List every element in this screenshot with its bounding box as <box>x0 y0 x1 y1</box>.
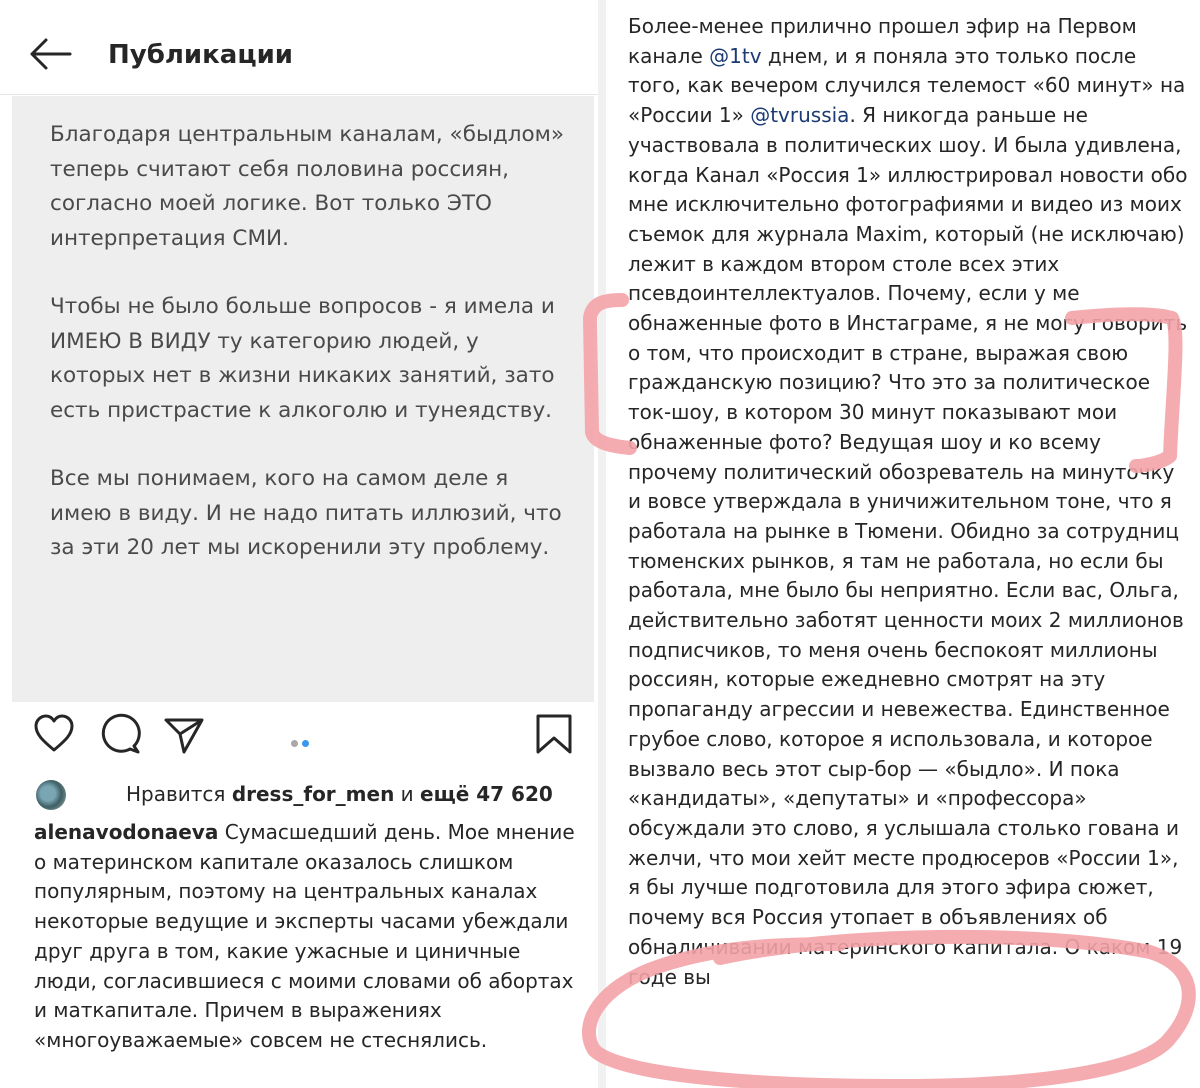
mention-link[interactable]: @1tv <box>709 43 762 68</box>
bookmark-icon <box>532 712 576 756</box>
arrow-left-icon <box>26 34 74 74</box>
caption-segment: днем, и я поняла это только после того, как вечером случился телемост «60 минут» на «России 1» <box>628 43 1186 128</box>
comment-icon <box>98 712 142 756</box>
post-image-paragraph: Чтобы не было больше вопросов - я имела и ИМЕЮ В ВИДУ ту категорию людей, у которых нет в жизни никаких занятий, зато есть пристрастие к алкоголю и тунеядству. <box>50 294 555 423</box>
post-actions <box>0 712 598 768</box>
comment-button[interactable] <box>98 712 142 756</box>
likes-prefix: Нравится <box>126 782 226 806</box>
liker-username[interactable]: dress_for_men <box>231 782 395 806</box>
carousel-dot-active <box>302 740 309 747</box>
caption-text: Сумасшедший день. Мое мнение о материнском капитале оказалось слишком популярным, поэтому на центральных каналах некоторые ведущие и эксперты часами убеждали друг друга в том, какие ужасные и циничные люди, согласившиеся с моими словами об абортах и маткапитале. Причем в выражениях «многоуважаемые» совсем не стеснялись. <box>34 820 575 1052</box>
back-button[interactable] <box>26 34 74 74</box>
caption-segment: Более-менее прилично прошел эфир на Первом канале <box>628 14 1137 68</box>
post-image-paragraph: Благодаря центральным каналам, «быдлом» теперь считают себя половина россиян, согласно моей логике. Вот только ЭТО интерпретация СМИ. <box>50 122 565 251</box>
panel-divider <box>598 0 606 1088</box>
share-icon <box>162 712 206 756</box>
avatar[interactable] <box>36 780 66 810</box>
share-button[interactable] <box>162 712 206 756</box>
like-button[interactable] <box>32 712 76 756</box>
post-caption <box>34 818 579 1056</box>
mention-link[interactable]: @tvrussia <box>750 103 850 128</box>
caption-segment: . Я никогда раньше не участвовала в политических шоу. И была удивлена, когда Канал «Россия 1» иллюстрировал новости обо мне исключительно фотографиями и видео из моих съемок для журнала Maxim, который (не исключаю) лежит в каждом втором столе всех этих псевдоинтеллектуалов. Почему, если у ме обнаженные фото в Инстаграме, я не могу говорить о том, что происходит в стране, выражая свою гражданскую позицию? Что это за политическое ток-шоу, в котором 30 минут показывают мои обнаженные фото? Ведущая шоу и ко всему прочему политический обозреватель на минуточку и вовсе утверждала в уничижительном тоне, что я работала на рынке в Тюмени. Обидно за сотрудниц тюменских рынков, я там не работала, но если бы работала, мне было бы неприятно. Если вас, Ольга, действительно заботят ценности моих 2 миллионов подписчиков, то меня очень беспокоят миллионы россиян, которые ежедневно смотрят на эту пропаганду агрессии и невежества. Единственное грубое слово, которое я использовала, и которое вызвало весь этот сыр-бор — «быдло». И пока «кандидаты», «депутаты» и «профессора» обсуждали это слово, я услышала столько гована и желчи, что мои хейт <box>628 103 1188 870</box>
likes-count[interactable]: ещё 47 620 <box>420 782 553 806</box>
caption-segment: месте продюсеров «России 1», я бы лучше подготовила для этого эфира сюжет, почему вся Россия утопает в объявлениях об обналичивании материнского капитала. О каком 19 годе вы <box>628 845 1183 989</box>
page-title: Публикации <box>108 40 294 70</box>
likes-row <box>36 778 596 814</box>
carousel-indicator <box>291 732 313 751</box>
left-screenshot <box>0 0 598 1088</box>
save-button[interactable] <box>532 712 576 756</box>
continued-caption <box>628 12 1188 992</box>
likes-middle: и <box>400 782 414 806</box>
app-header <box>0 0 598 95</box>
post-image[interactable] <box>12 96 594 702</box>
carousel-dot <box>291 740 298 747</box>
likes-text <box>126 782 553 806</box>
caption-username[interactable]: alenavodonaeva <box>34 820 219 844</box>
post-image-paragraph: Все мы понимаем, кого на самом деле я имею в виду. И не надо питать иллюзий, что за эти 20 лет мы искоренили эту проблему. <box>50 466 562 560</box>
post-image-text <box>50 118 570 600</box>
heart-icon <box>32 712 76 756</box>
